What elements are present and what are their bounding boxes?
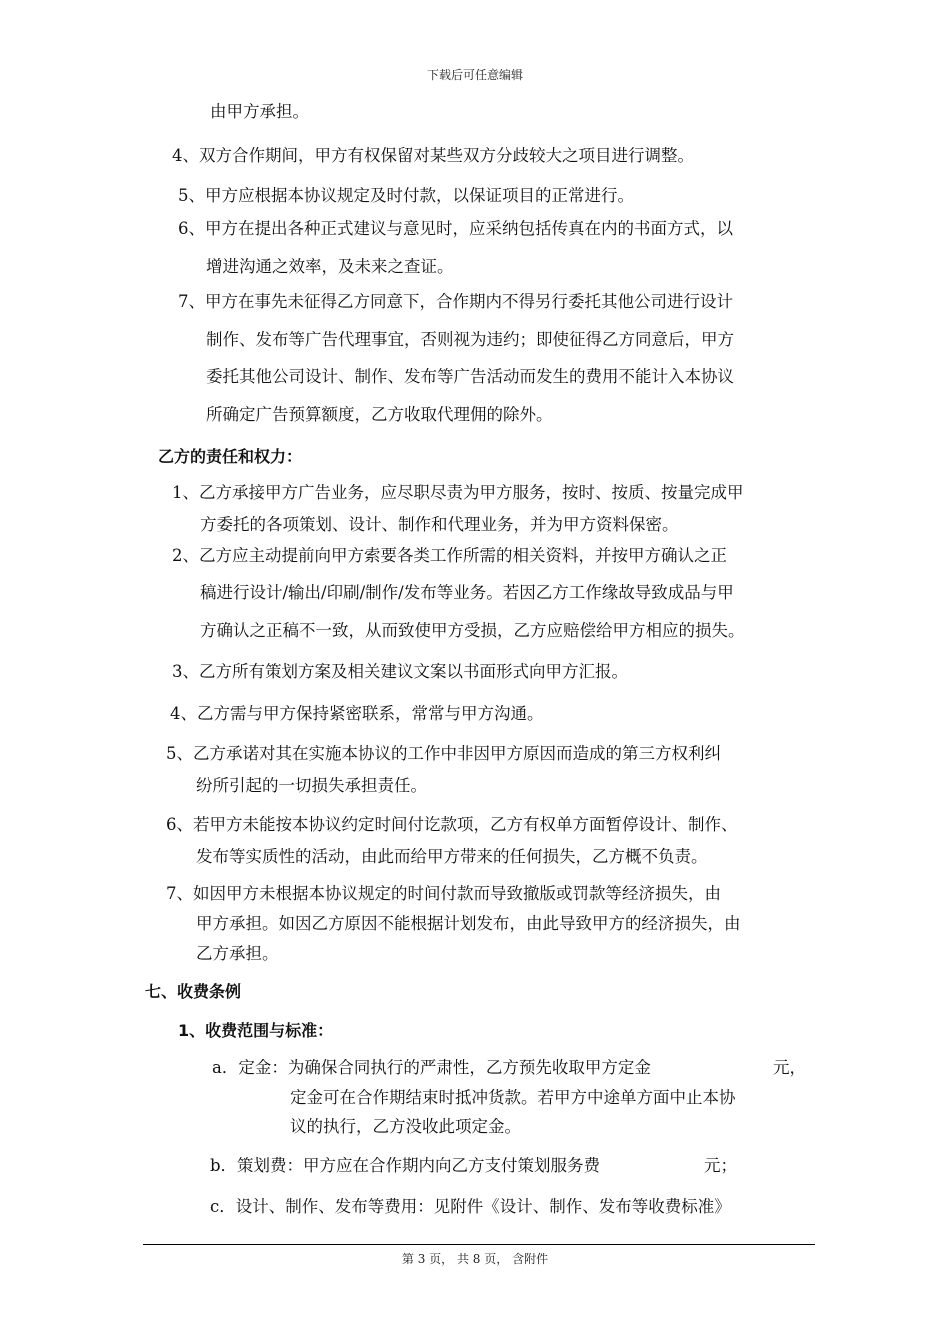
paragraph-line: 元， <box>773 1058 806 1077</box>
paragraph-line: 纷所引起的一切损失承担责任。 <box>196 776 427 795</box>
paragraph-line: 4、乙方需与甲方保持紧密联系，常常与甲方沟通。 <box>170 704 544 723</box>
paragraph-line: 5、乙方承诺对其在实施本协议的工作中非因甲方原因而造成的第三方权利纠 <box>166 744 721 763</box>
paragraph-line: 增进沟通之效率，及未来之查证。 <box>206 257 454 276</box>
page-footer: 第 3 页， 共 8 页， 含附件 <box>401 1252 549 1266</box>
paragraph-line: 定金可在合作期结束时抵冲货款。若甲方中途单方面中止本协 <box>290 1088 736 1107</box>
subsection-heading: 1、收费范围与标准： <box>178 1021 334 1040</box>
paragraph-line: 制作、发布等广告代理事宜，否则视为违约；即使征得乙方同意后，甲方 <box>206 330 734 349</box>
paragraph-line: 稿进行设计/输出/印刷/制作/发布等业务。若因乙方工作缘故导致成品与甲 <box>200 583 734 602</box>
paragraph-line: 甲方承担。如因乙方原因不能根据计划发布，由此导致甲方的经济损失，由 <box>196 914 741 933</box>
paragraph-line: 由甲方承担。 <box>210 102 309 121</box>
paragraph-line: 方确认之正稿不一致，从而致使甲方受损，乙方应赔偿给甲方相应的损失。 <box>200 621 745 640</box>
page-header-note: 下载后可任意编辑 <box>426 68 523 82</box>
paragraph-line: 5、甲方应根据本协议规定及时付款，以保证项目的正常进行。 <box>178 186 634 205</box>
paragraph-line: a．定金：为确保合同执行的严肃性，乙方预先收取甲方定金 <box>212 1058 651 1077</box>
paragraph-line: 1、乙方承接甲方广告业务，应尽职尽责为甲方服务，按时、按质、按量完成甲 <box>172 483 744 502</box>
paragraph-line: 6、甲方在提出各种正式建议与意见时，应采纳包括传真在内的书面方式，以 <box>178 219 733 238</box>
paragraph-line: 3、乙方所有策划方案及相关建议文案以书面形式向甲方汇报。 <box>172 662 628 681</box>
paragraph-line: 元； <box>704 1156 737 1175</box>
paragraph-line: b．策划费：甲方应在合作期内向乙方支付策划服务费 <box>210 1156 601 1175</box>
paragraph-line: 所确定广告预算额度，乙方收取代理佣的除外。 <box>206 405 553 424</box>
paragraph-line: 7、甲方在事先未征得乙方同意下，合作期内不得另行委托其他公司进行设计 <box>178 292 733 311</box>
footer-divider <box>143 1244 815 1245</box>
paragraph-line: 2、乙方应主动提前向甲方索要各类工作所需的相关资料，并按甲方确认之正 <box>172 546 727 565</box>
paragraph-line: 委托其他公司设计、制作、发布等广告活动而发生的费用不能计入本协议 <box>206 367 734 386</box>
paragraph-line: 乙方承担。 <box>196 944 279 963</box>
paragraph-line: c．设计、制作、发布等费用：见附件《设计、制作、发布等收费标准》 <box>210 1197 731 1216</box>
section-heading: 七、收费条例 <box>145 982 242 1001</box>
paragraph-line: 7、如因甲方未根据本协议规定的时间付款而导致撤版或罚款等经济损失，由 <box>166 884 721 903</box>
paragraph-line: 发布等实质性的活动，由此而给甲方带来的任何损失，乙方概不负责。 <box>196 847 708 866</box>
paragraph-line: 议的执行，乙方没收此项定金。 <box>290 1117 521 1136</box>
paragraph-line: 4、双方合作期间，甲方有权保留对某些双方分歧较大之项目进行调整。 <box>172 146 694 165</box>
paragraph-line: 6、若甲方未能按本协议约定时间付讫款项，乙方有权单方面暂停设计、制作、 <box>166 815 738 834</box>
section-heading: 乙方的责任和权力： <box>158 447 303 466</box>
paragraph-line: 方委托的各项策划、设计、制作和代理业务，并为甲方资料保密。 <box>200 515 679 534</box>
